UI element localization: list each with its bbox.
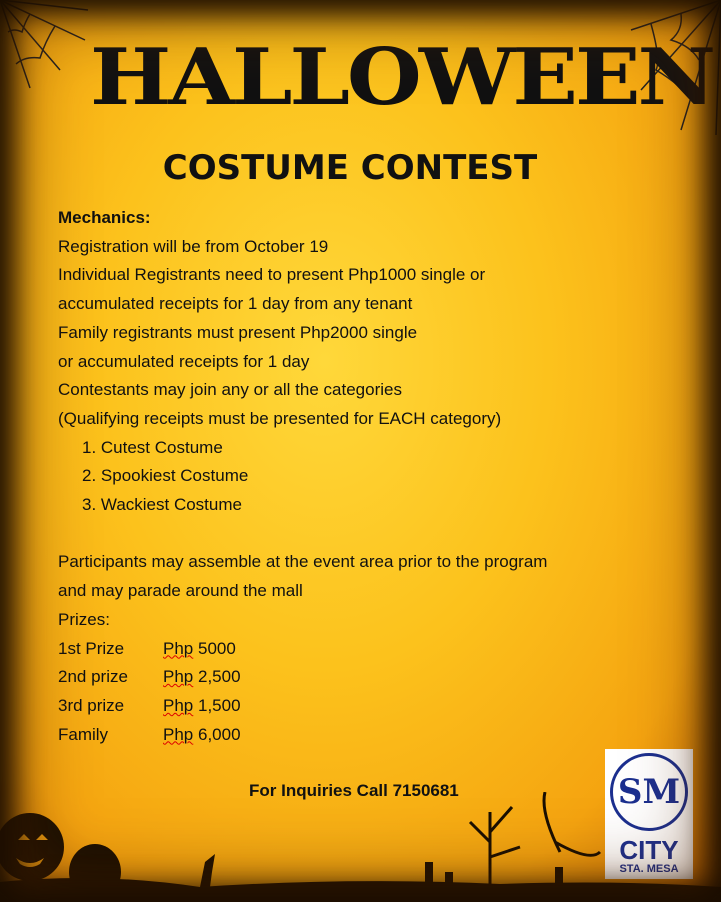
assembly-line: Participants may assemble at the event area prior to the program	[58, 552, 548, 572]
mechanics-line: Registration will be from October 19	[58, 236, 329, 256]
mechanics-line: accumulated receipts for 1 day from any tenant	[58, 294, 413, 314]
prize-amount: 5000	[197, 638, 236, 658]
prize-currency: Php	[163, 667, 194, 687]
mechanics-line: (Qualifying receipts must be presented for EACH category)	[58, 408, 502, 428]
prize-amount: 2,500	[197, 667, 241, 687]
sm-city-logo	[605, 749, 693, 879]
prize-label: 3rd prize	[58, 695, 125, 715]
prize-label: 2nd prize	[58, 667, 128, 687]
prize-label: Family	[58, 724, 109, 744]
prize-label: 1st Prize	[58, 638, 125, 658]
sm-logo-mark: SM	[610, 753, 688, 831]
mechanics-line: Contestants may join any or all the categories	[58, 380, 402, 400]
category-item: 1. Cutest Costume	[82, 437, 223, 457]
category-item: 2. Spookiest Costume	[82, 466, 249, 486]
prize-amount: 1,500	[197, 695, 241, 715]
prize-row	[58, 663, 547, 692]
prize-currency: Php	[163, 695, 194, 715]
inquiry-text: For Inquiries Call 7150681	[249, 781, 459, 800]
prize-amount: 6,000	[197, 724, 241, 744]
spiderweb-icon	[0, 0, 90, 90]
prize-row	[58, 721, 547, 750]
assembly-line: and may parade around the mall	[58, 581, 303, 601]
prize-currency: Php	[163, 724, 194, 744]
prizes-heading: Prizes:	[58, 609, 110, 629]
prize-currency: Php	[163, 638, 194, 658]
mechanics-line: or accumulated receipts for 1 day	[58, 351, 310, 371]
mechanics-line: Family registrants must present Php2000 single	[58, 322, 418, 342]
category-item: 3. Wackiest Costume	[82, 495, 242, 515]
logo-branch: STA. MESA	[619, 863, 679, 875]
mechanics-heading: Mechanics:	[58, 208, 151, 227]
prize-row	[58, 635, 547, 664]
poster-subtitle: COSTUME CONTEST	[162, 148, 538, 188]
mechanics-line: Individual Registrants need to present Php1000 single or	[58, 265, 486, 285]
prize-row	[58, 692, 547, 721]
logo-city: CITY	[619, 835, 679, 865]
mechanics-section	[58, 204, 547, 749]
poster-title: HALLOWEEN	[90, 32, 714, 123]
